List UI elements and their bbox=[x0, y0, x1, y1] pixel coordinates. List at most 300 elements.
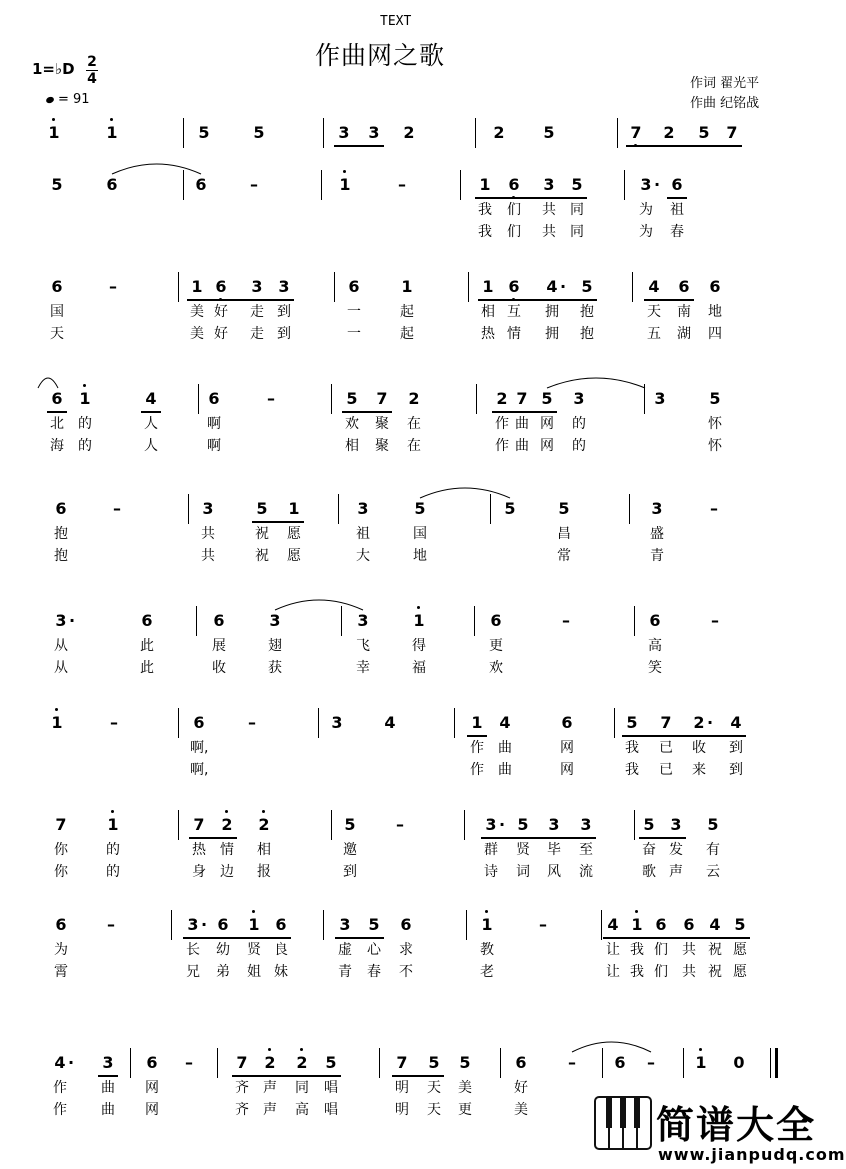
note: 6 bbox=[678, 277, 690, 296]
lyric-syllable: 声 bbox=[263, 1080, 277, 1096]
lyric-syllable: 的 bbox=[78, 438, 92, 454]
lyric-syllable: 网 bbox=[540, 438, 554, 454]
note: 3 bbox=[651, 499, 663, 518]
barline bbox=[338, 494, 339, 524]
note: 5 bbox=[543, 123, 555, 142]
final-barline-thick bbox=[775, 1048, 778, 1078]
note: 7 bbox=[726, 123, 738, 142]
lyric-syllable: 春 bbox=[670, 224, 684, 240]
lyric-syllable: 的 bbox=[572, 416, 586, 432]
note: 3 bbox=[339, 915, 351, 934]
note: 3 bbox=[187, 915, 199, 934]
note: 3 bbox=[670, 815, 682, 834]
lyric-syllable: 你 bbox=[54, 864, 68, 880]
lyric-syllable: 从 bbox=[54, 660, 68, 676]
note: 5 bbox=[253, 123, 265, 142]
barline bbox=[171, 910, 172, 940]
lyric-syllable: 拥 bbox=[545, 326, 559, 342]
note-row bbox=[0, 498, 817, 524]
lyric-syllable: 共 bbox=[201, 526, 215, 542]
lyric-syllable: 妹 bbox=[274, 964, 288, 980]
lyric-syllable: 幼 bbox=[216, 942, 230, 958]
beam-underline bbox=[252, 521, 304, 523]
lyric-syllable: 明 bbox=[395, 1102, 409, 1118]
lyric-syllable: 共 bbox=[682, 942, 696, 958]
barline bbox=[474, 606, 475, 636]
lyric-syllable: 欢 bbox=[345, 416, 359, 432]
lyric-syllable: 声 bbox=[669, 864, 683, 880]
note: 2 bbox=[255, 816, 273, 834]
note: 2 bbox=[496, 389, 508, 408]
lyric-syllable: 青 bbox=[338, 964, 352, 980]
note: 7 bbox=[236, 1053, 248, 1072]
lyric-syllable: 为 bbox=[54, 942, 68, 958]
barline bbox=[178, 708, 179, 738]
lyric-syllable: 到 bbox=[277, 304, 291, 320]
lyric-line-2 bbox=[0, 658, 817, 678]
lyric-syllable: 曲 bbox=[498, 740, 512, 756]
staff-system bbox=[0, 388, 817, 498]
lyric-syllable: 在 bbox=[407, 416, 421, 432]
augmentation-dot: · bbox=[69, 611, 76, 630]
lyric-syllable: 奋 bbox=[642, 842, 656, 858]
note: 6 bbox=[106, 175, 118, 194]
lyric-syllable: 网 bbox=[560, 740, 574, 756]
note: 5 bbox=[558, 499, 570, 518]
octave-up-dot bbox=[300, 1048, 303, 1051]
lyric-syllable: 五 bbox=[647, 326, 661, 342]
lyric-syllable: 大 bbox=[356, 548, 370, 564]
lyric-syllable: 齐 bbox=[235, 1102, 249, 1118]
octave-up-dot bbox=[225, 810, 228, 813]
note: 6 bbox=[490, 611, 502, 630]
note: 6 bbox=[400, 915, 412, 934]
note: 5 bbox=[414, 499, 426, 518]
note: 5 bbox=[428, 1053, 440, 1072]
beam-underline bbox=[467, 735, 487, 737]
note: 5 bbox=[698, 123, 710, 142]
lyric-syllable: 天 bbox=[647, 304, 661, 320]
lyric-syllable: 共 bbox=[542, 202, 556, 218]
augmentation-dot: · bbox=[201, 915, 208, 934]
lyric-syllable: 发 bbox=[669, 842, 683, 858]
lyric-syllable: 作 bbox=[53, 1102, 67, 1118]
lyric-syllable: 来 bbox=[692, 762, 706, 778]
beam-underline bbox=[644, 299, 694, 301]
lyric-line-1 bbox=[0, 636, 817, 656]
note: 7 bbox=[193, 815, 205, 834]
barline bbox=[196, 606, 197, 636]
beam-underline bbox=[481, 837, 596, 839]
lyric-syllable: 教 bbox=[480, 942, 494, 958]
note-row bbox=[0, 174, 817, 200]
note: 6 bbox=[671, 175, 683, 194]
barline bbox=[614, 708, 615, 738]
lyric-syllable: 收 bbox=[212, 660, 226, 676]
lyric-syllable: 更 bbox=[489, 638, 503, 654]
note: 6 bbox=[217, 915, 229, 934]
tie-arc bbox=[110, 156, 203, 176]
note: 5 bbox=[368, 915, 380, 934]
note: 4 bbox=[145, 389, 157, 408]
note: 4 bbox=[730, 713, 742, 732]
note: 5 bbox=[504, 499, 516, 518]
note: 3 bbox=[338, 123, 350, 142]
lyric-syllable: 国 bbox=[50, 304, 64, 320]
lyric-syllable: 天 bbox=[50, 326, 64, 342]
beam-underline bbox=[626, 145, 742, 147]
lyric-syllable: 已 bbox=[659, 762, 673, 778]
lyric-syllable: 曲 bbox=[101, 1080, 115, 1096]
lyric-syllable: 更 bbox=[458, 1102, 472, 1118]
note: 7 bbox=[55, 815, 67, 834]
barline bbox=[629, 494, 630, 524]
beam-underline bbox=[187, 299, 294, 301]
lyric-syllable: 此 bbox=[140, 660, 154, 676]
note: – bbox=[539, 915, 547, 934]
lyric-syllable: 好 bbox=[514, 1080, 528, 1096]
barline bbox=[198, 384, 199, 414]
lyric-syllable: 共 bbox=[542, 224, 556, 240]
beam-underline bbox=[603, 937, 750, 939]
lyric-syllable: 啊 bbox=[207, 438, 221, 454]
lyric-syllable: 热 bbox=[481, 326, 495, 342]
lyric-syllable: 的 bbox=[106, 864, 120, 880]
lyric-syllable: 啊, bbox=[190, 762, 209, 778]
watermark-brand: 简谱大全 bbox=[656, 1103, 817, 1147]
note: – bbox=[267, 389, 275, 408]
note: 1 bbox=[401, 277, 413, 296]
lyric-line-2 bbox=[0, 546, 817, 566]
lyric-syllable: 让 bbox=[606, 964, 620, 980]
note: 5 bbox=[51, 175, 63, 194]
note-row bbox=[0, 610, 817, 636]
note: 1 bbox=[288, 499, 300, 518]
time-numerator: 2 bbox=[87, 54, 97, 70]
lyric-syllable: 同 bbox=[295, 1080, 309, 1096]
octave-up-dot bbox=[485, 910, 488, 913]
note: 5 bbox=[571, 175, 583, 194]
note: 2 bbox=[403, 123, 415, 142]
note: 6 bbox=[146, 1053, 158, 1072]
note: – bbox=[185, 1053, 193, 1072]
note: 3 bbox=[368, 123, 380, 142]
barline bbox=[454, 708, 455, 738]
note: 1 bbox=[76, 390, 94, 408]
staff-system bbox=[0, 498, 817, 608]
watermark-url: www.jianpudq.com bbox=[658, 1145, 846, 1164]
staff-system bbox=[0, 276, 817, 386]
note: – bbox=[398, 175, 406, 194]
lyric-syllable: 良 bbox=[274, 942, 288, 958]
lyric-syllable: 愿 bbox=[287, 548, 301, 564]
note: 5 bbox=[707, 815, 719, 834]
note: 3 bbox=[202, 499, 214, 518]
lyric-syllable: 天 bbox=[427, 1080, 441, 1096]
lyric-syllable: 高 bbox=[648, 638, 662, 654]
lyric-syllable: 到 bbox=[277, 326, 291, 342]
note: 3 bbox=[543, 175, 555, 194]
lyric-syllable: 获 bbox=[268, 660, 282, 676]
note-row bbox=[0, 276, 817, 302]
beam-underline bbox=[492, 411, 557, 413]
note: 3 bbox=[357, 499, 369, 518]
tie-arc bbox=[273, 592, 365, 612]
lyric-syllable: 你 bbox=[54, 842, 68, 858]
note: 6 bbox=[193, 713, 205, 732]
note: 6 bbox=[348, 277, 360, 296]
lyric-syllable: 网 bbox=[145, 1080, 159, 1096]
note: 1 bbox=[336, 176, 354, 194]
beam-underline bbox=[667, 197, 687, 199]
lyric-syllable: 幸 bbox=[356, 660, 370, 676]
lyric-syllable: 好 bbox=[214, 304, 228, 320]
lyric-syllable: 欢 bbox=[489, 660, 503, 676]
lyric-syllable: 南 bbox=[677, 304, 691, 320]
beam-underline bbox=[342, 411, 392, 413]
lyric-syllable: 起 bbox=[400, 326, 414, 342]
barline bbox=[321, 170, 322, 200]
lyric-syllable: 的 bbox=[572, 438, 586, 454]
quarter-note-icon bbox=[45, 95, 55, 103]
lyric-syllable: 不 bbox=[399, 964, 413, 980]
lyric-syllable: 为 bbox=[639, 224, 653, 240]
lyric-syllable: 地 bbox=[413, 548, 427, 564]
lyric-syllable: 已 bbox=[659, 740, 673, 756]
note: 5 bbox=[734, 915, 746, 934]
note: 5 bbox=[198, 123, 210, 142]
beam-underline bbox=[475, 197, 587, 199]
lyric-syllable: 飞 bbox=[356, 638, 370, 654]
lyric-syllable: 身 bbox=[192, 864, 206, 880]
lyric-syllable: 走 bbox=[250, 304, 264, 320]
lyric-syllable: 情 bbox=[220, 842, 234, 858]
lyric-syllable: 齐 bbox=[235, 1080, 249, 1096]
beam-underline bbox=[335, 937, 384, 939]
note: 1 bbox=[628, 916, 646, 934]
lyric-line-1 bbox=[0, 940, 817, 960]
note-row bbox=[0, 712, 817, 738]
note: – bbox=[647, 1053, 655, 1072]
octave-up-dot bbox=[262, 810, 265, 813]
time-signature bbox=[86, 55, 98, 86]
lyric-syllable: 邀 bbox=[343, 842, 357, 858]
lyric-syllable: 人 bbox=[144, 438, 158, 454]
lyric-syllable: 好 bbox=[214, 326, 228, 342]
lyric-syllable: 祝 bbox=[708, 942, 722, 958]
lyric-syllable: 愿 bbox=[733, 942, 747, 958]
note: 5 bbox=[517, 815, 529, 834]
lyric-line-1 bbox=[0, 414, 817, 434]
key-signature: 1=♭D bbox=[32, 60, 75, 78]
beam-underline bbox=[98, 1075, 118, 1077]
barline bbox=[601, 910, 602, 940]
octave-up-dot bbox=[52, 118, 55, 121]
note: 3 bbox=[654, 389, 666, 408]
barline bbox=[476, 384, 477, 414]
octave-up-dot bbox=[111, 810, 114, 813]
note: 6 bbox=[649, 611, 661, 630]
note: – bbox=[396, 815, 404, 834]
note: 5 bbox=[643, 815, 655, 834]
lyric-line-2 bbox=[0, 962, 817, 982]
lyric-syllable: 走 bbox=[250, 326, 264, 342]
octave-up-dot bbox=[110, 118, 113, 121]
octave-up-dot bbox=[252, 910, 255, 913]
lyric-line-2 bbox=[0, 436, 817, 456]
lyric-syllable: 互 bbox=[507, 304, 521, 320]
beam-underline bbox=[47, 411, 67, 413]
lyric-syllable: 相 bbox=[257, 842, 271, 858]
note: 1 bbox=[245, 916, 263, 934]
note: 4 bbox=[499, 713, 511, 732]
beam-underline bbox=[639, 837, 686, 839]
octave-up-dot bbox=[55, 708, 58, 711]
lyric-syllable: 虚 bbox=[338, 942, 352, 958]
barline bbox=[379, 1048, 380, 1078]
lyric-syllable: 曲 bbox=[101, 1102, 115, 1118]
augmentation-dot: · bbox=[707, 713, 714, 732]
lyric-syllable: 怀 bbox=[708, 416, 722, 432]
octave-up-dot bbox=[699, 1048, 702, 1051]
composer-credit: 作曲 纪铭战 bbox=[690, 96, 760, 111]
lyric-syllable: 啊 bbox=[207, 416, 221, 432]
staff-system bbox=[0, 814, 817, 924]
note: 3 bbox=[548, 815, 560, 834]
note: 5 bbox=[256, 499, 268, 518]
augmentation-dot: · bbox=[499, 815, 506, 834]
note-row bbox=[0, 388, 817, 414]
note: 4 bbox=[384, 713, 396, 732]
note: 5 bbox=[541, 389, 553, 408]
lyric-syllable: 啊, bbox=[190, 740, 209, 756]
lyric-syllable: 为 bbox=[639, 202, 653, 218]
barline bbox=[183, 118, 184, 148]
lyric-syllable: 们 bbox=[507, 224, 521, 240]
note: 7 bbox=[627, 124, 645, 142]
lyric-syllable: 到 bbox=[343, 864, 357, 880]
lyric-syllable: 相 bbox=[481, 304, 495, 320]
note: – bbox=[248, 713, 256, 732]
lyric-syllable: 美 bbox=[458, 1080, 472, 1096]
note: 6 bbox=[213, 611, 225, 630]
lyric-syllable: 美 bbox=[514, 1102, 528, 1118]
note: 1 bbox=[482, 277, 494, 296]
barline bbox=[323, 910, 324, 940]
lyric-syllable: 常 bbox=[557, 548, 571, 564]
barline bbox=[683, 1048, 684, 1078]
lyric-syllable: 抱 bbox=[54, 548, 68, 564]
lyric-syllable: 青 bbox=[650, 548, 664, 564]
beam-underline bbox=[478, 299, 597, 301]
lyric-syllable: 高 bbox=[295, 1102, 309, 1118]
note: 7 bbox=[376, 389, 388, 408]
lyric-syllable: 我 bbox=[478, 202, 492, 218]
lyric-syllable: 祝 bbox=[255, 526, 269, 542]
note: 3 bbox=[55, 611, 67, 630]
lyric-syllable: 风 bbox=[547, 864, 561, 880]
lyric-syllable: 展 bbox=[212, 638, 226, 654]
lyric-syllable: 祝 bbox=[255, 548, 269, 564]
note: 7 bbox=[660, 713, 672, 732]
lyric-syllable: 贤 bbox=[247, 942, 261, 958]
note: 6 bbox=[561, 713, 573, 732]
lyric-syllable: 至 bbox=[579, 842, 593, 858]
note: 6 bbox=[709, 277, 721, 296]
note: 2 bbox=[493, 123, 505, 142]
lyric-syllable: 福 bbox=[412, 660, 426, 676]
note: – bbox=[113, 499, 121, 518]
lyric-syllable: 抱 bbox=[54, 526, 68, 542]
note: 3 bbox=[580, 815, 592, 834]
note: 6 bbox=[655, 915, 667, 934]
lyric-syllable: 相 bbox=[345, 438, 359, 454]
lyric-syllable: 春 bbox=[367, 964, 381, 980]
lyric-syllable: 此 bbox=[140, 638, 154, 654]
lyric-syllable: 流 bbox=[579, 864, 593, 880]
note: – bbox=[710, 499, 718, 518]
note: 1 bbox=[48, 714, 66, 732]
lyric-syllable: 笑 bbox=[648, 660, 662, 676]
note: 6 bbox=[51, 389, 63, 408]
lyric-syllable: 拥 bbox=[545, 304, 559, 320]
beam-underline bbox=[334, 145, 384, 147]
note: 5 bbox=[344, 815, 356, 834]
barline bbox=[634, 810, 635, 840]
lyric-syllable: 四 bbox=[708, 326, 722, 342]
lyric-syllable: 网 bbox=[560, 762, 574, 778]
augmentation-dot: · bbox=[654, 175, 661, 194]
note: 4 bbox=[546, 277, 558, 296]
staff-system bbox=[0, 712, 817, 822]
lyric-syllable: 声 bbox=[263, 1102, 277, 1118]
lyric-syllable: 天 bbox=[427, 1102, 441, 1118]
lyric-syllable: 唱 bbox=[324, 1080, 338, 1096]
lyric-syllable: 祖 bbox=[356, 526, 370, 542]
final-barline-thin bbox=[770, 1048, 771, 1078]
octave-up-dot bbox=[343, 170, 346, 173]
lyric-syllable: 作 bbox=[495, 438, 509, 454]
lyric-line-1 bbox=[0, 302, 817, 322]
lyric-line-2 bbox=[0, 222, 817, 242]
note: 4 bbox=[648, 277, 660, 296]
augmentation-dot: · bbox=[68, 1053, 75, 1072]
staff-system bbox=[0, 610, 817, 720]
lyric-syllable: 湖 bbox=[677, 326, 691, 342]
note: – bbox=[107, 915, 115, 934]
note: 3 bbox=[251, 277, 263, 296]
note: – bbox=[711, 611, 719, 630]
note: 3 bbox=[331, 713, 343, 732]
barline bbox=[624, 170, 625, 200]
barline bbox=[617, 118, 618, 148]
lyric-syllable: 抱 bbox=[580, 326, 594, 342]
note: 1 bbox=[479, 175, 491, 194]
lyric-syllable: 盛 bbox=[650, 526, 664, 542]
lyric-syllable: 群 bbox=[484, 842, 498, 858]
barline bbox=[318, 708, 319, 738]
note: 3 bbox=[640, 175, 652, 194]
lyric-syllable: 曲 bbox=[515, 438, 529, 454]
note: 1 bbox=[104, 816, 122, 834]
note: – bbox=[568, 1053, 576, 1072]
note: 6 bbox=[55, 915, 67, 934]
barline bbox=[331, 384, 332, 414]
watermark bbox=[594, 1096, 846, 1166]
lyric-line-1 bbox=[0, 738, 817, 758]
lyric-syllable: 让 bbox=[606, 942, 620, 958]
lyric-syllable: 作 bbox=[470, 762, 484, 778]
